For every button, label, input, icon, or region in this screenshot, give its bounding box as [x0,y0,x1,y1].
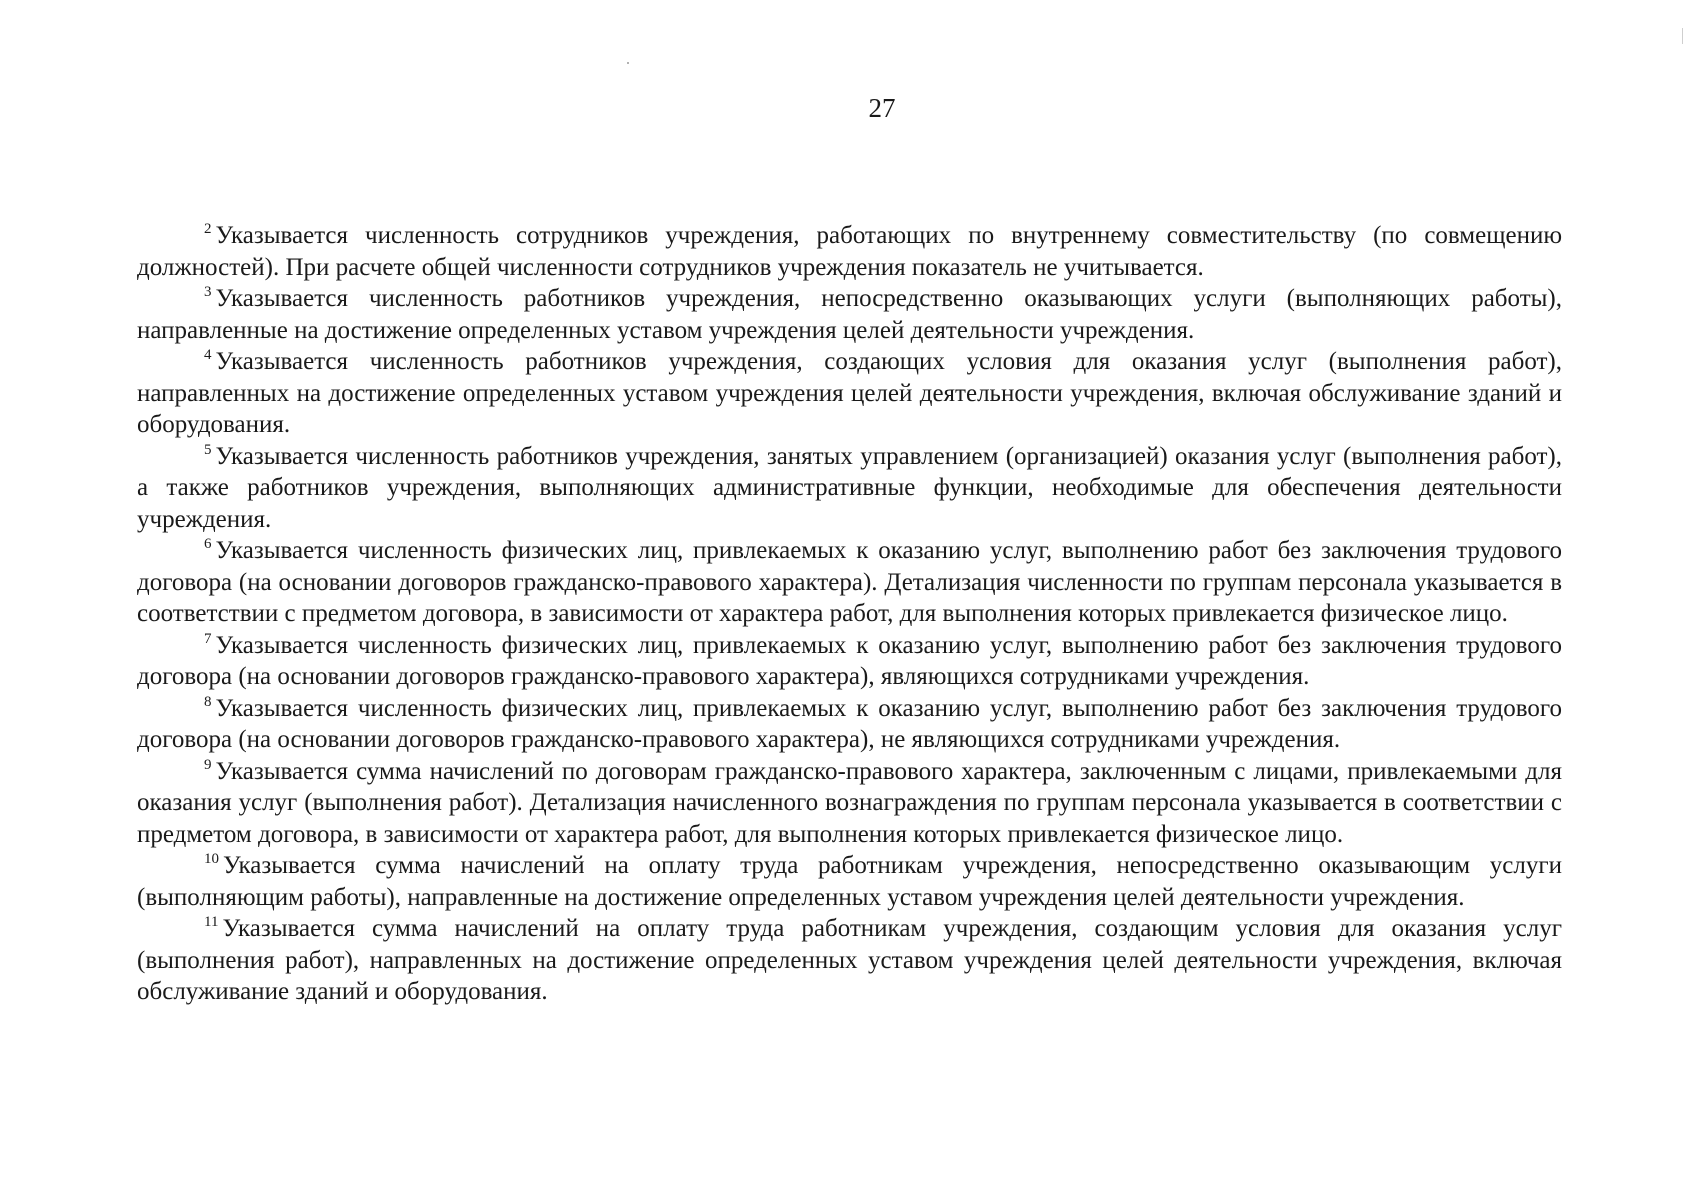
footnote-marker: 11 [204,914,219,930]
footnote-text: Указывается сумма начислений на оплату труда работникам учреждения, создающим условия для оказания услуг (выполнения работ), направленных на достижение определенных уставом учреждения целей деятельности учреждения, включая обслуживание зданий и оборудования. [137,915,1562,1005]
footnote-4 [137,346,1562,441]
scan-speck [627,62,629,64]
footnote-text: Указывается численность физических лиц, привлекаемых к оказанию услуг, выполнению работ без заключения трудового договора (на основании договоров гражданско-правового характера). Детализация численности по группам персонала указывается в соответствии с предметом договора, в зависимости от характера работ, для выполнения которых привлекается физическое лицо. [137,537,1562,627]
footnote-marker: 7 [204,630,212,647]
footnote-marker: 5 [204,441,212,458]
footnote-text: Указывается численность сотрудников учреждения, работающих по внутреннему совместительству (по совмещению должностей). При расчете общей численности сотрудников учреждения показатель не учитывается. [137,222,1562,281]
footnote-marker: 10 [204,851,219,867]
page-number: 27 [868,93,896,123]
footnote-marker: 2 [204,221,212,237]
footnote-marker: 3 [204,284,212,300]
footnote-text: Указывается сумма начислений на оплату труда работникам учреждения, непосредственно оказывающим услуги (выполняющим работы), направленные на достижение определенных уставом учреждения целей деятельности учреждения. [137,852,1562,911]
footnote-text: Указывается численность работников учреждения, занятых управлением (организацией) оказания услуг (выполнения работ), а также работников учреждения, выполняющих административные функции, необходимые для обеспечения деятельности учреждения. [137,442,1562,533]
scan-edge-mark [1682,28,1683,44]
footnote-5 [137,441,1562,536]
footnote-marker: 9 [204,756,212,773]
footnote-6 [137,535,1562,630]
footnote-marker: 4 [204,347,212,363]
footnote-text: Указывается численность физических лиц, привлекаемых к оказанию услуг, выполнению работ без заключения трудового договора (на основании договоров гражданско-правового характера), не являющихся сотрудниками учреждения. [137,694,1562,753]
footnote-text: Указывается численность физических лиц, привлекаемых к оказанию услуг, выполнению работ без заключения трудового договора (на основании договоров гражданско-правового характера), являющихся сотрудниками учреждения. [137,631,1562,690]
footnote-3 [137,283,1562,346]
footnote-11 [137,913,1562,1008]
footnote-2 [137,220,1562,283]
footnote-9 [137,756,1562,851]
footnote-text: Указывается сумма начислений по договорам гражданско-правового характера, заключенным с лицами, привлекаемыми для оказания услуг (выполнения работ). Детализация начисленного вознаграждения по группам персонала указывается в соответствии с предметом договора, в зависимости от характера работ, для выполнения которых привлекается физическое лицо. [137,757,1562,848]
footnote-text: Указывается численность работников учреждения, непосредственно оказывающих услуги (выполняющих работы), направленные на достижение определенных уставом учреждения целей деятельности учреждения. [137,285,1562,344]
footnotes-section [137,220,1562,1008]
footnote-7 [137,630,1562,693]
footnote-text: Указывается численность работников учреждения, создающих условия для оказания услуг (выполнения работ), направленных на достижение определенных уставом учреждения целей деятельности учреждения, включая обслуживание зданий и оборудования. [137,348,1562,438]
footnote-marker: 6 [204,536,212,552]
footnote-marker: 8 [204,693,212,710]
footnote-10 [137,850,1562,913]
footnote-8 [137,693,1562,756]
